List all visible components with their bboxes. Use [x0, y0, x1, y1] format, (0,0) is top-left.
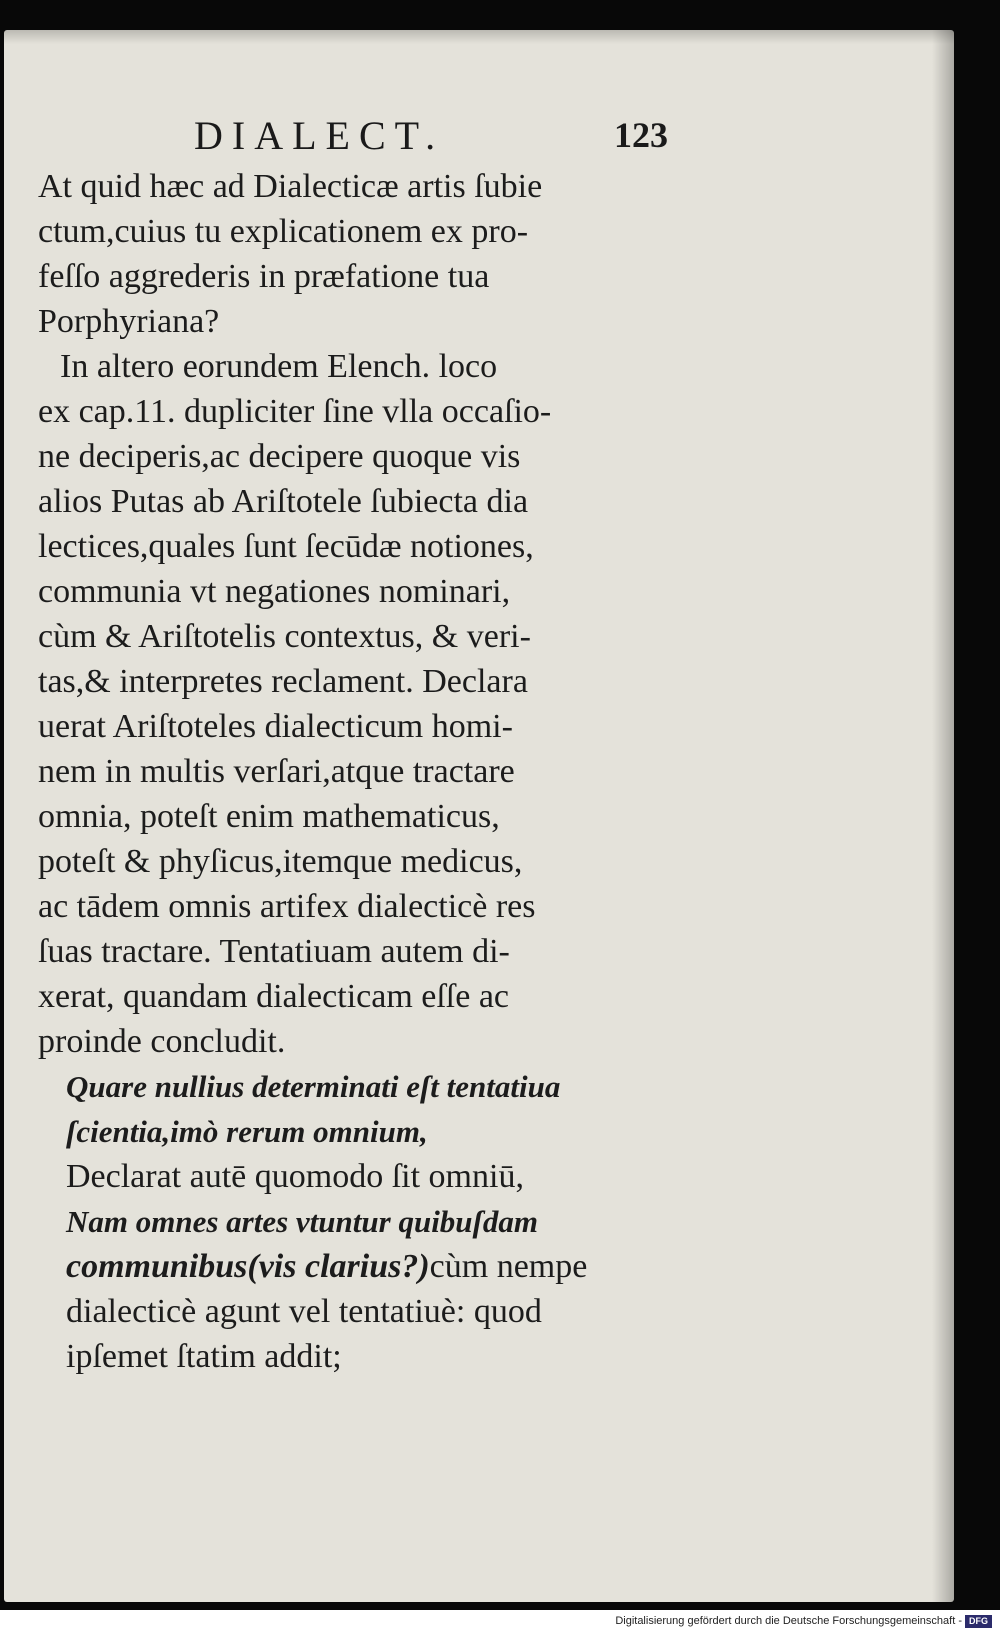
text-line: xerat, quandam dialecticam eſſe ac: [38, 978, 510, 1015]
running-head: DIALECT.: [194, 113, 445, 158]
main-text: [38, 164, 688, 1379]
text-line: proinde concludit.: [38, 1023, 286, 1060]
text-line: ex cap.11. dupliciter ſine vlla occaſio-: [38, 393, 552, 430]
quotation-line: Nam omnes artes vtuntur quibuſdam: [66, 1204, 538, 1239]
funding-credit: Digitalisierung gefördert durch die Deutsche Forschungsgemeinschaft -: [615, 1615, 962, 1627]
text-line: poteſt & phyſicus,itemque medicus,: [38, 843, 523, 880]
dfg-logo: DFG: [965, 1615, 992, 1628]
page-header: [4, 112, 954, 162]
text-line: feſſo aggrederis in præfatione tua: [38, 258, 490, 295]
text-line: cùm & Ariſtotelis contextus, & veri-: [38, 618, 531, 655]
footer-bar: [0, 1610, 1000, 1633]
text-line: alios Putas ab Ariſtotele ſubiecta dia: [38, 483, 529, 520]
text-line: ac tādem omnis artifex dialecticè res: [38, 888, 536, 925]
mixed-line: [38, 1244, 688, 1289]
text-line: ctum,cuius tu explicationem ex pro-: [38, 213, 529, 250]
quotation-fragment: communibus(vis clarius?): [66, 1248, 430, 1285]
text-line: ipſemet ſtatim addit;: [66, 1338, 342, 1375]
text-line: tas,& interpretes reclament. Declara: [38, 663, 528, 700]
text-line: dialecticè agunt vel tentatiuè: quod: [66, 1293, 542, 1330]
page-number: 123: [614, 115, 668, 155]
text-line: ſuas tractare. Tentatiuam autem di-: [38, 933, 510, 970]
text-line: In altero eorundem Elench. loco: [60, 348, 498, 385]
text-line: ne deciperis,ac decipere quoque vis: [38, 438, 521, 475]
text-line: nem in multis verſari,atque tractare: [38, 753, 515, 790]
book-page: [4, 30, 954, 1602]
quotation-line: ſcientia,imò rerum omnium,: [66, 1114, 428, 1149]
text-line: communia vt negationes nominari,: [38, 573, 511, 610]
text-fragment: cùm nempe: [429, 1248, 588, 1285]
page-gutter-shadow: [932, 30, 954, 1602]
page-top-shadow: [4, 30, 954, 44]
quotation-line: Quare nullius determinati eſt tentatiua: [66, 1069, 561, 1104]
text-line: uerat Ariſtoteles dialecticum homi-: [38, 708, 513, 745]
text-line: At quid hæc ad Dialecticæ artis ſubie: [38, 168, 543, 205]
text-line: Porphyriana?: [38, 303, 220, 340]
text-line: omnia, poteſt enim mathematicus,: [38, 798, 500, 835]
text-line: lectices,quales ſunt ſecūdæ notiones,: [38, 528, 534, 565]
text-line: Declarat autē quomodo ſit omniū,: [66, 1158, 524, 1195]
